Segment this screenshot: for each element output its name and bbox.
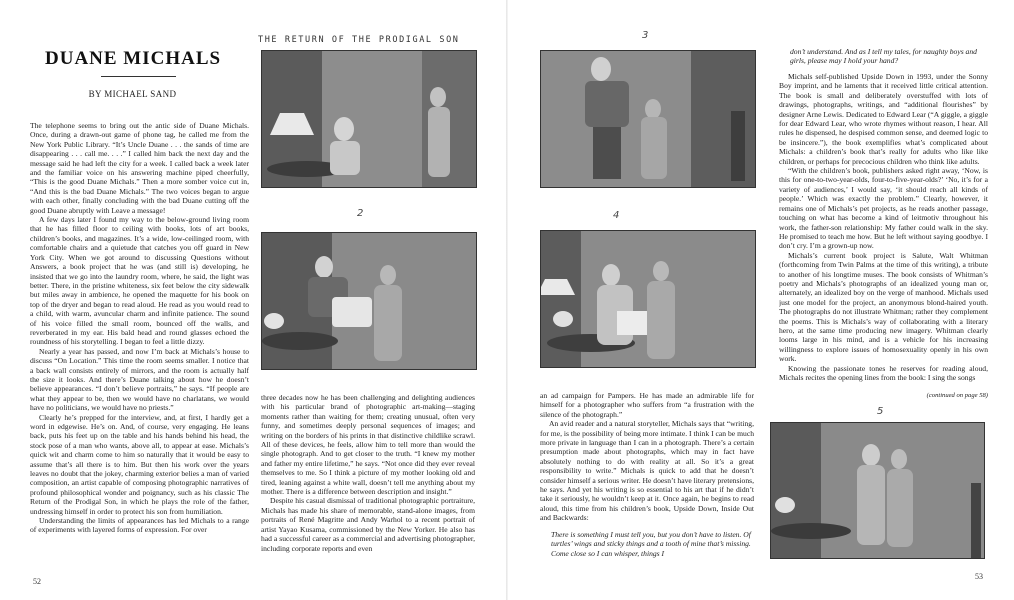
- paragraph: “With the children’s book, publishers asked right away, ‘Now, is this for one-to-two-year-olds, four-to-five-year-olds?’ ‘No, it’s for a variety of audiences,’ I would say, ‘it should reach all kinds of people.’ Which was exactly the problem.” Clearly, however, it remains one of Michals’s pet projects, as he reads another passage, touching on what has become a kind of leitmotiv throughout his work, the father-son relationship: My father could walk in the sky. He promised to teach me how. But he left without saying goodbye. I don’t cry. I’m a grown-up now.: [779, 166, 988, 251]
- paragraph: Michals self-published Upside Down in 1993, under the Sonny Boy imprint, and he laments that it received little critical attention. The book is small and deliberately overstuffed with lots of drawings, photographs, writings, and “additional flourishes” by designer Arne Lewis. Dedicated to Edward Lear (“A giggle, a giggle for dear Edward Lear, who wrote rhymes without reason, I hear. All rules he dispensed, he despised common sense, and deemed logic to be insincere.”), the book exemplifies what’s complicated about Michals: a children’s book that’s really for adults who like like children, or perhaps for precocious children who think like adults.: [779, 72, 988, 166]
- photo-number: 5: [877, 406, 884, 417]
- left-column-2: [261, 393, 475, 581]
- photograph-2: [261, 232, 477, 370]
- paragraph: The telephone seems to bring out the antic side of Duane Michals. Once, during a drawn-out game of phone tag, he called me from the New York Public Library. “It’s Uncle Duane . . . the sands of time are disappearing . . . call me. . . .” I called him back the next day and the message said he had left the city for a week. I called back a week later and the familiar voice on his answering machine piped cheerfully, “This is the good Duane Michals.” Then a more somber voice cut in, “And this is the bad Duane Michals.” The two voices began to argue with each other, finally concluding with the bad Duane cutting off the good Duane abruptly with Leave a message!: [30, 121, 249, 215]
- right-column-2: [779, 72, 988, 407]
- paragraph: A few days later I found my way to the below-ground living room that he has filled floor to ceiling with books, lots of art books, children’s books, and magazines. It’s a wide, low-ceilinged room, with comfortable chairs and a quietude that catches you off guard in New York City. When we got around to discussing Questions without Answers, a book project that he was (and still is) developing, he insisted that we go into the laundry room, where, he said, the light was better. There, in the pristine whiteness, six feet below the city sidewalk but miles away in ambience, he opened the maquette for his book on top of the dryer and began to read aloud. He read as you would read to a child, with warm, avuncular charm and infinite patience. The sound of his voice filled the small room, bounced off the walls, and reverberated in my ear. His bald head and round glasses echoed the roundness of his storytelling. I began to feel a little dizzy.: [30, 215, 249, 347]
- photograph-1: [261, 50, 477, 188]
- paragraph: Clearly he’s prepped for the interview, and, at first, I hardly get a word in edgewise. He’s on. And, of course, very engaging. He leans back, puts his feet up on the table and his hands behind his head, the stock pose of a man who wants, above all, to appear at ease. Michals’s quick wit and charm come to him so naturally that it would be easy to assume that’s all there is to him. But then his work over the years leaves no doubt that the jokey, charming exterior belies a man of varied composition, an artist capable of composing photographic narratives of profound philosophical wonder and poignancy, such as his classic The Return of the Prodigal Son, in which he plays the role of the father, undressing himself in order to protect his son from humiliation.: [30, 412, 249, 516]
- paragraph: Nearly a year has passed, and now I’m back at Michals’s house to discuss “On Location.” This time the room seems smaller. I notice that a back wall consists entirely of mirrors, and the room is actually half the size it looks. And there’s Duane talking about how he doesn’t believe appearances. “I don’t believe portraits,” he says. “If people are what they appear to be, then we would have no charlatans, we would have no politicians, we would have no priests.”: [30, 346, 249, 413]
- photo-number: 3: [642, 30, 649, 41]
- right-column-1: [540, 391, 754, 527]
- block-quote-continued: don’t understand. And as I tell my tales, for naughty boys and girls, please may I hold your hand?: [790, 47, 977, 66]
- photograph-3: [540, 50, 756, 188]
- handwritten-caption: THE RETURN OF THE PRODIGAL SON: [258, 35, 460, 45]
- paragraph: three decades now he has been challenging and delighting audiences with his particular brand of photographic art-making—staging moments rather than waiting for them; creating unusual, often very funny, and sometimes deeply personal sequences of images; and writing on the borders of his prints in that distinctive childlike scrawl. All of these devices, he feels, allow him to tell more than would the single photograph. And to get closer to the truth. “I knew my mother and father my entire lifetime,” he says. “Not once did they ever reveal themselves to me. So I think a picture of my mother looking old and tired, leaning against a white wall, doesn’t tell me anything about my mother. There is a difference between description and insight.”: [261, 393, 475, 497]
- photograph-4: [540, 230, 756, 368]
- photo-number: 4: [613, 210, 620, 221]
- title-rule: [101, 76, 176, 77]
- page-number: 52: [33, 577, 41, 586]
- article-title: DUANE MICHALS: [45, 48, 222, 69]
- photo-number: 2: [357, 208, 364, 219]
- paragraph: Michals’s current book project is Salute, Walt Whitman (forthcoming from Twin Palms at the time of this writing), a tribute to another of his longtime muses. The book consists of Whitman’s poetry and Michals’s photographs of an idealized young man or, alternately, an idealized boy on the verge of manhood. Michals used just one model for the project, an anonymous blond-haired youth. The photographs do not illustrate Whitman; rather they complement the poems. This is Michals’s way of collaborating with a literary hero, at the same time producing new imagery. Whitman clearly looms large in his mind, and is a vehicle for his increasing willingness to explore issues of homosexuality openly in his own work.: [779, 250, 988, 364]
- block-quote: There is something I must tell you, but you don’t have to listen. Of turtles’ wings and sticky things and a tooth of mine that’s missing. Come close so I can whisper, things I: [551, 530, 751, 558]
- byline: BY MICHAEL SAND: [88, 89, 177, 99]
- right-page: [507, 0, 1014, 600]
- continued-note: (continued on page 58): [926, 392, 988, 399]
- photograph-5: [770, 422, 985, 559]
- paragraph: Knowing the passionate tones he reserves for reading aloud, Michals recites the opening lines from the book: I sing the songs: [779, 363, 988, 382]
- left-column-1: [30, 121, 249, 576]
- paragraph: Despite his casual dismissal of traditional photographic portraiture, Michals has made his share of memorable, stand-alone images, from portraits of René Magritte and Andy Warhol to a recent portrait of artist Yayao Kusama, commissioned by the New Yorker. He also has had a successful career as a commercial and advertising photographer, including corporate reports and even: [261, 496, 475, 553]
- paragraph: Understanding the limits of appearances has led Michals to a range of experiments with layered forms of expression. For over: [30, 516, 249, 535]
- paragraph: an ad campaign for Pampers. He has made an admirable life for himself for a photographer who suffers from “a frustration with the silence of the photograph.”: [540, 391, 754, 419]
- page-number: 53: [975, 572, 983, 581]
- paragraph: An avid reader and a natural storyteller, Michals says that “writing, for me, is the possibility of being more intimate. I think I can be much more private in language than I can in a photograph. There’s a certain presumption made about photographs, which may in fact have absolutely nothing to do with reality at all. So it’s a great responsibility to write.” Michals is quick to add that he doesn’t consider himself a serious writer. He doesn’t have literary pretensions, he says. And yet his writing is so essential to his art that if he didn’t take it seriously, he wouldn’t keep at it. Once again, he begins to read aloud, this time from his children’s book, Upside Down, Inside Out and Backwards:: [540, 419, 754, 523]
